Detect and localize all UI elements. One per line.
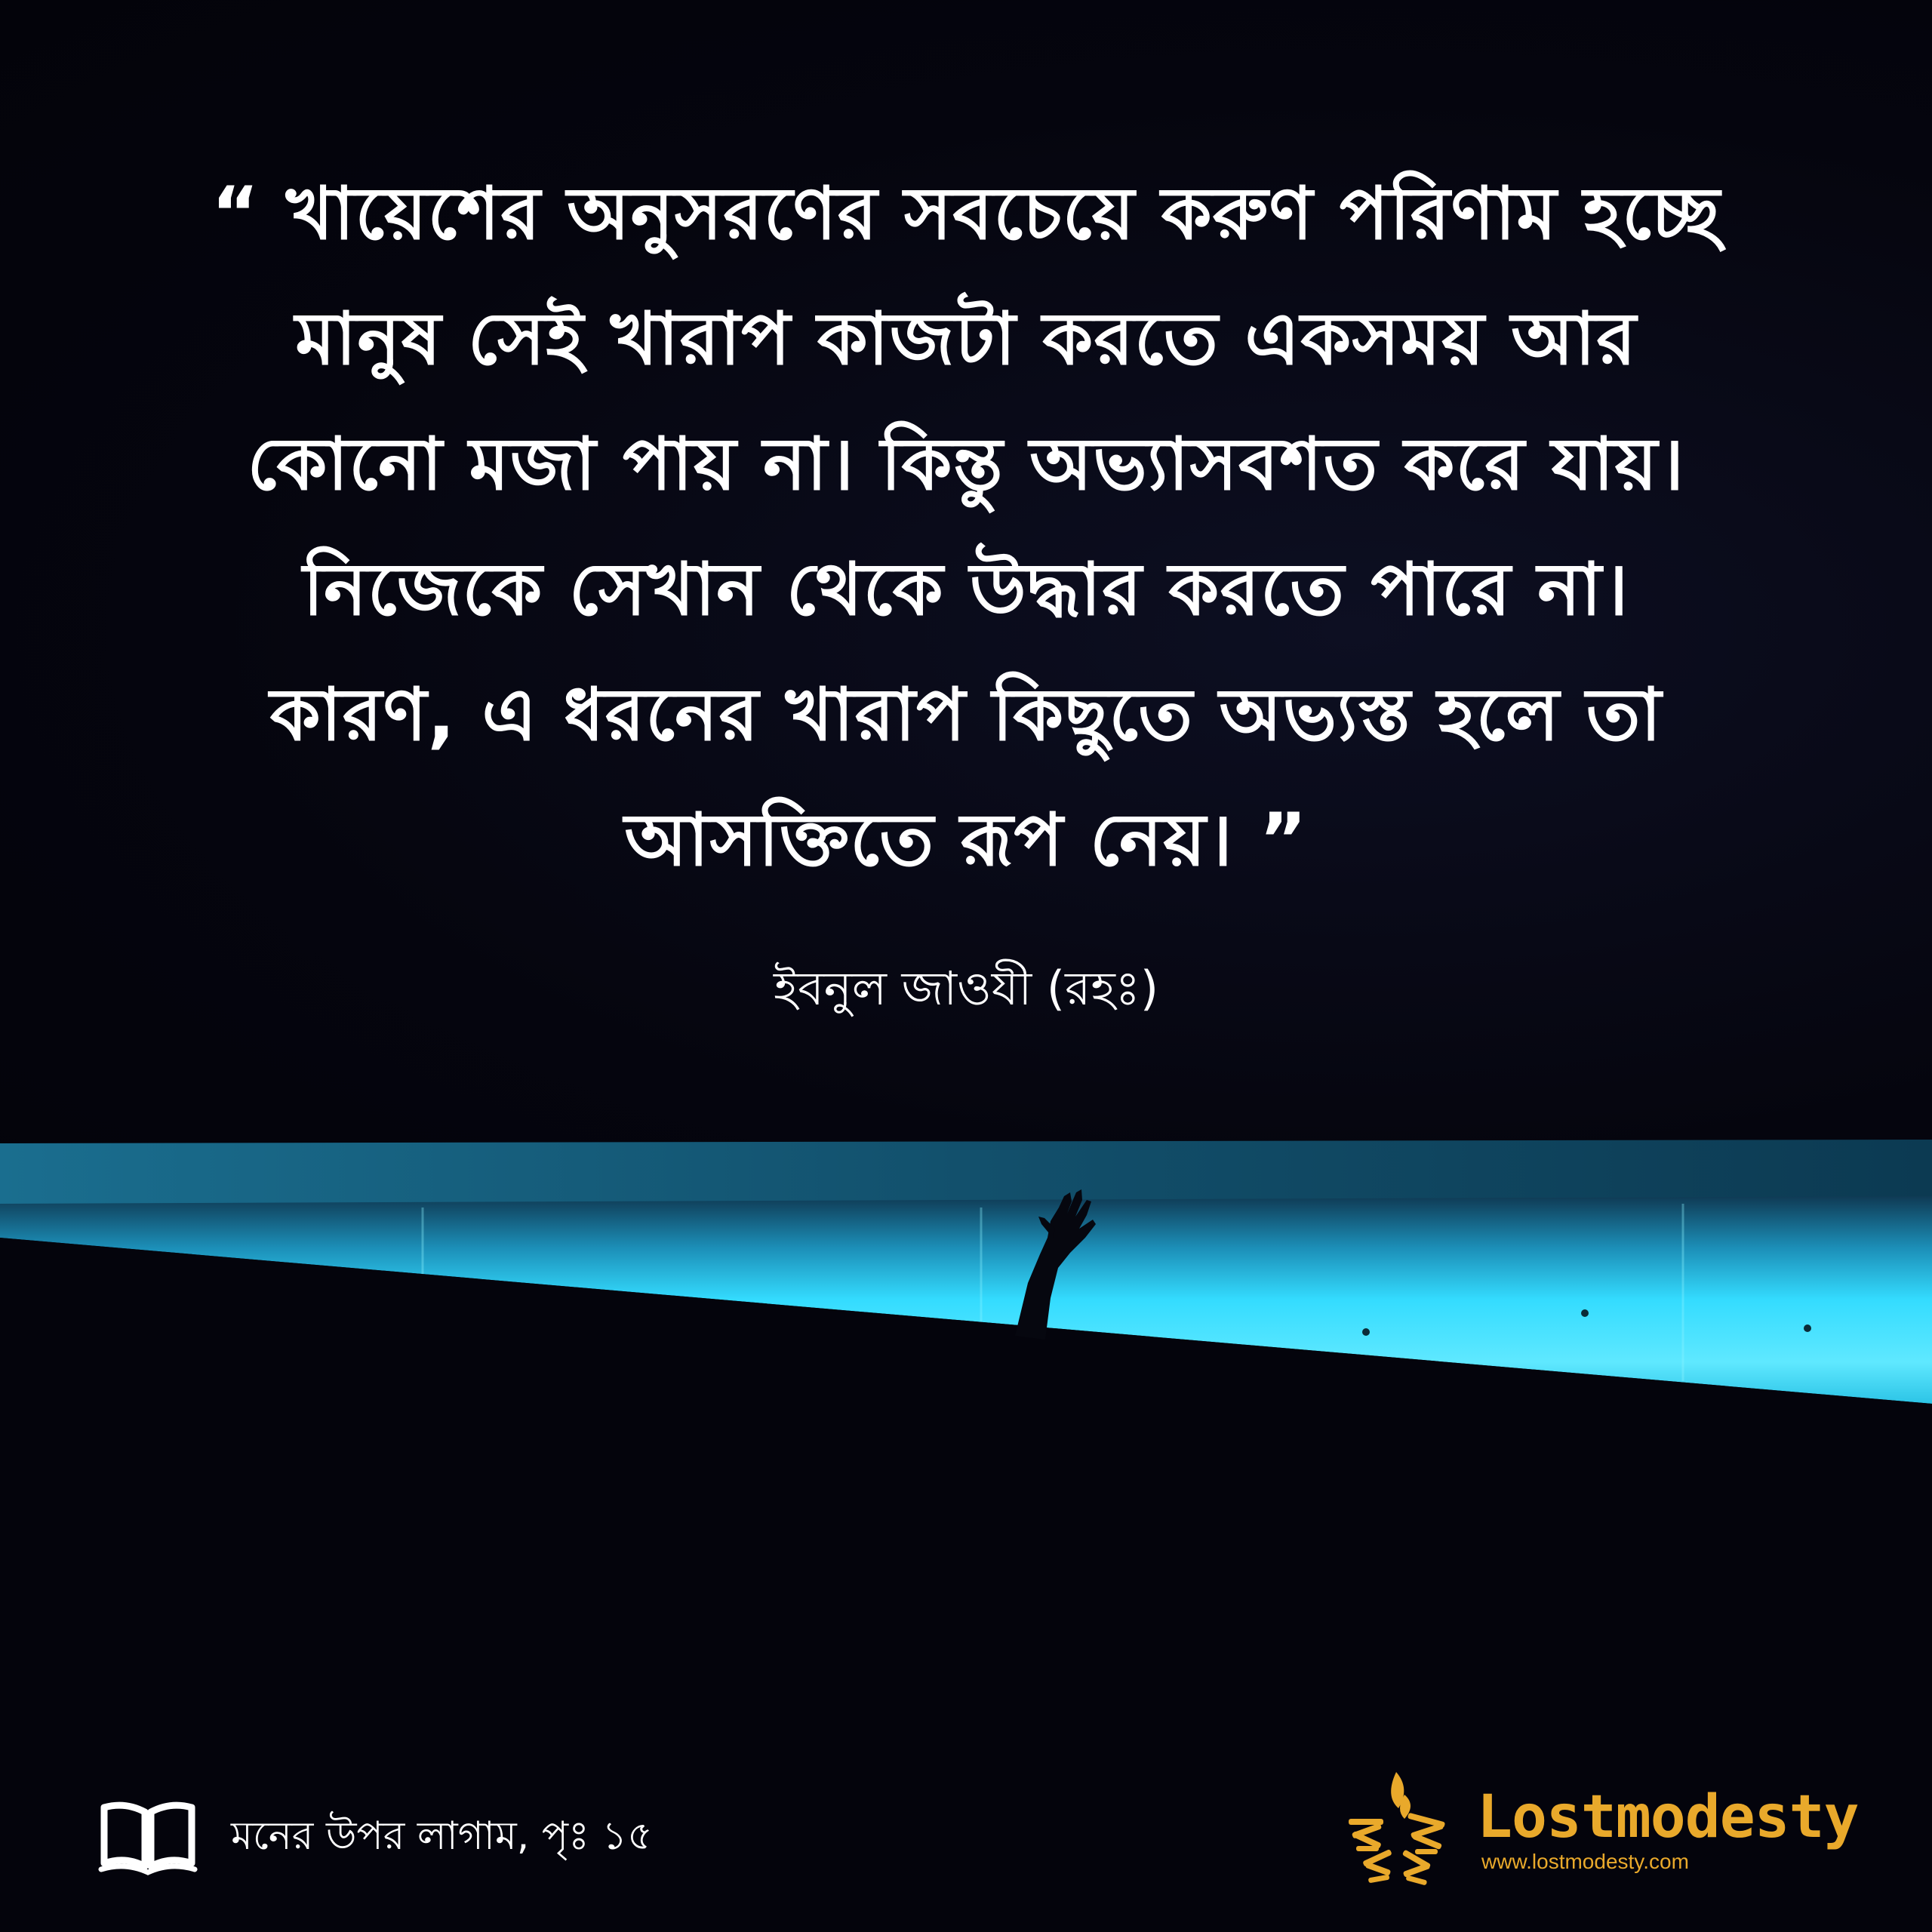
- quote-line: কোনো মজা পায় না। কিন্তু অভ্যাসবশত করে যায়।: [247, 422, 1685, 506]
- quote-line: কারণ, এ ধরনের খারাপ কিছুতে অভ্যস্ত হলে তা: [269, 672, 1663, 757]
- quote-line: আসক্তিতে রূপ নেয়। ”: [624, 798, 1308, 882]
- source-text: মনের উপর লাগাম, পৃঃ ১৫: [231, 1813, 653, 1859]
- quote-line: নিজেকে সেখান থেকে উদ্ধার করতে পারে না।: [303, 547, 1629, 632]
- quote-line: মানুষ সেই খারাপ কাজটা করতে একসময় আর: [295, 297, 1637, 381]
- source-citation: [98, 1800, 653, 1875]
- lostmodesty-logo-icon: [1332, 1766, 1460, 1894]
- quote-text: [136, 151, 1796, 903]
- quote-author: ইবনুল জাওযী (রহঃ): [773, 961, 1159, 1016]
- logo-url: www.lostmodesty.com: [1481, 1850, 1689, 1873]
- logo-text: [1477, 1783, 1859, 1875]
- book-icon: [98, 1800, 198, 1875]
- brand-logo: [1332, 1766, 1859, 1894]
- logo-name: Lostmodesty: [1477, 1783, 1859, 1851]
- quote-line: “ খায়েশের অনুসরণের সবচেয়ে করুণ পরিণাম হচ্ছে: [211, 171, 1721, 256]
